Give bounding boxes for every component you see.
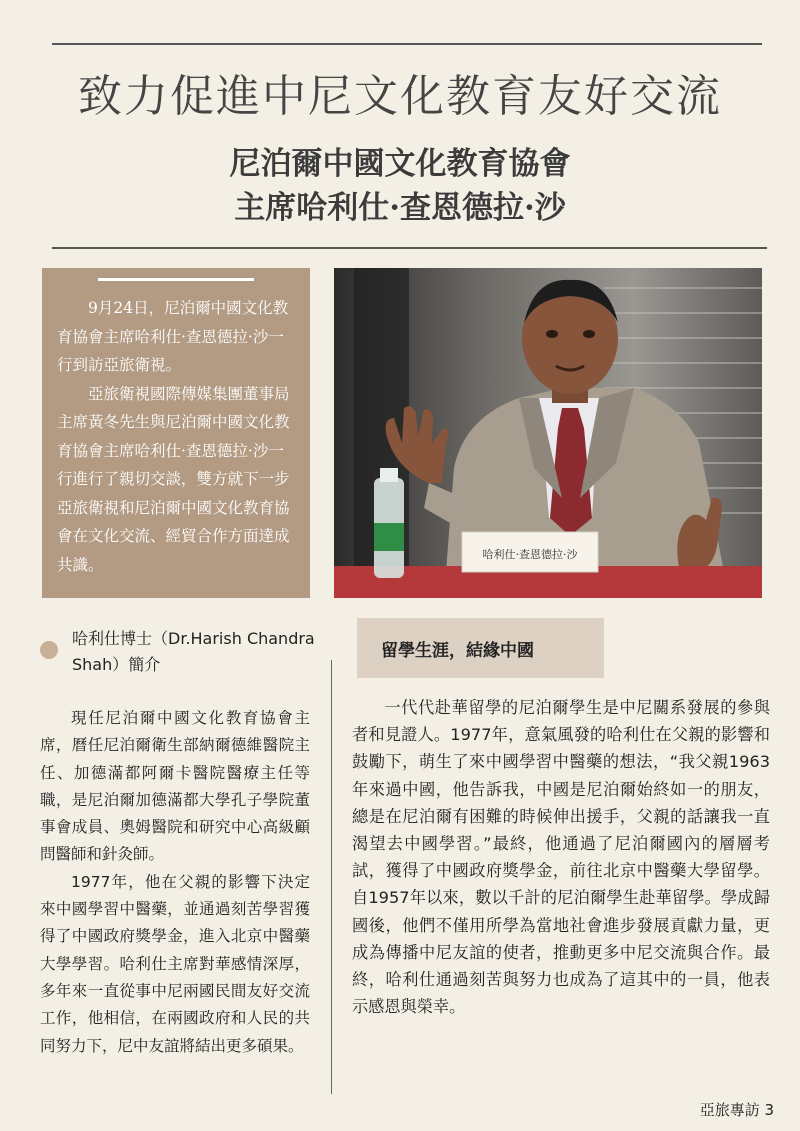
lead-paragraph: 亞旅衛視國際傳媒集團董事局主席黃冬先生與尼泊爾中國文化教育協會主席哈利仕·查恩德拉·沙一行進行了親切交談，雙方就下一步亞旅衛視和尼泊爾中國文化教育協會在文化交流、經貿合作方面達成共識。 [57,384,290,574]
interview-photo-illustration [334,268,762,598]
page-subtitle [0,142,800,230]
page-footer-label: 亞旅專訪 3 [699,1101,774,1119]
section-paragraph: 一代代赴華留學的尼泊爾學生是中尼關系發展的參與者和見證人。1977年，意氣風發的哈利仕在父親的影響和鼓勵下，萌生了來中國學習中醫藥的想法，“我父親1963年來過中國，他告訴我，中國是尼泊爾始終如一的朋友，總是在尼泊爾有困難的時候伸出援手，父親的話讓我一直渴望去中國學習。”最終，他通過了尼泊爾國內的層層考試，獲得了中國政府獎學金，前往北京中醫藥大學留學。自1957年以來，數以千計的尼泊爾學生赴華留學。學成歸國後，他們不僅用所學為當地社會進步發展貢獻力量，更成為傳播中尼友誼的使者，推動更多中尼交流與合作。最終，哈利仕通過刻苦與努力也成為了這其中的一員，他表示感恩與榮幸。 [352,698,770,1017]
section-text [352,694,770,1020]
lead-paragraph: 9月24日，尼泊爾中國文化教育協會主席哈利仕·查恩德拉·沙一行到訪亞旅衛視。 [57,299,289,374]
subtitle-line-1: 尼泊爾中國文化教育協會 [229,146,571,182]
bio-heading: 哈利仕博士（Dr.Harish Chandra Shah）簡介 [72,629,315,674]
lead-text [57,294,297,579]
bio-text [40,705,310,1060]
header-bottom-rule [52,247,767,249]
section-title: 留學生涯，結緣中國 [381,641,534,661]
lead-box [42,268,310,598]
top-rule [52,43,762,45]
lead-box-accent-bar [98,278,254,281]
bio-bullet-dot [40,641,58,659]
interview-photo [334,268,762,598]
nameplate-text: 哈利仕·查恩德拉·沙 [482,548,578,561]
subtitle-line-2: 主席哈利仕·查恩德拉·沙 [234,190,566,226]
page-title: 致力促進中尼文化教育友好交流 [78,71,722,122]
bio-paragraph: 現任尼泊爾中國文化教育協會主席，曆任尼泊爾衛生部納爾德維醫院主任、加德滿都阿爾卡醫院醫療主任等職，是尼泊爾加德滿都大學孔子學院董事會成員、奧姆醫院和研究中心高級顧問醫師和針灸師。 [40,709,310,864]
bio-paragraph: 1977年，他在父親的影響下決定來中國學習中醫藥，並通過刻苦學習獲得了中國政府獎學金，進入北京中醫藥大學學習。哈利仕主席對華感情深厚，多年來一直從事中尼兩國民間友好交流工作，他相信，在兩國政府和人民的共同努力下，尼中友誼將結出更多碩果。 [40,872,310,1055]
section-heading-box [357,618,604,678]
column-divider [331,660,332,1094]
